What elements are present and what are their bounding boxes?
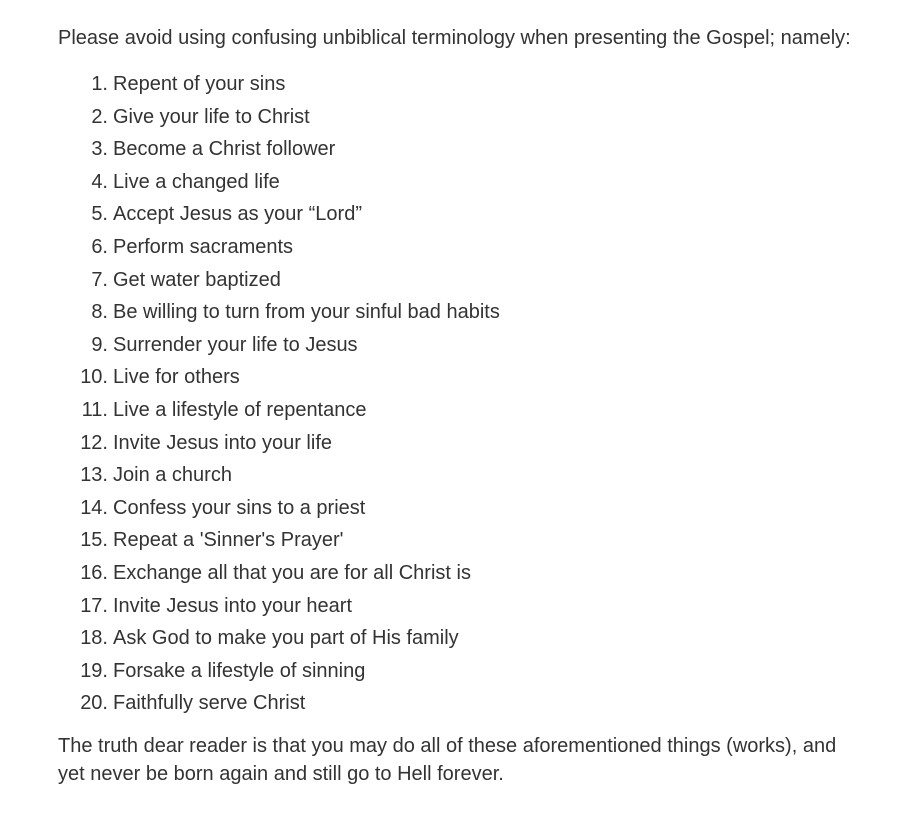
terminology-list: [58, 72, 860, 724]
list-item-text: Perform sacraments: [113, 235, 294, 258]
list-item: [58, 235, 860, 268]
list-item: [58, 105, 860, 138]
list-item: [58, 561, 860, 594]
intro-paragraph: Please avoid using confusing unbiblical terminology when presenting the Gospel; namely:: [58, 27, 851, 49]
list-item-number: 3.: [91, 138, 108, 161]
list-item: [58, 398, 860, 431]
list-item-text: Forsake a lifestyle of sinning: [113, 659, 366, 682]
list-item-text: Give your life to Christ: [113, 105, 310, 128]
list-item-number: 18.: [80, 627, 108, 650]
list-item-text: Repent of your sins: [113, 73, 286, 95]
list-item-text: Exchange all that you are for all Christ is: [113, 561, 471, 584]
list-item: [58, 268, 860, 301]
list-item: [58, 463, 860, 496]
list-item-text: Accept Jesus as your “Lord”: [113, 203, 362, 226]
list-item-number: 4.: [91, 170, 108, 193]
list-item-text: Invite Jesus into your heart: [113, 594, 353, 617]
list-item-number: 20.: [80, 692, 108, 715]
list-item-text: Ask God to make you part of His family: [113, 627, 459, 650]
list-item-number: 14.: [80, 496, 108, 519]
list-item-text: Join a church: [113, 464, 232, 487]
list-item-number: 7.: [91, 268, 108, 291]
list-item: [58, 333, 860, 366]
list-item-number: 8.: [91, 301, 108, 324]
list-item-text: Confess your sins to a priest: [113, 496, 366, 519]
list-item: [58, 528, 860, 561]
list-item: [58, 626, 860, 659]
list-item-text: Live for others: [113, 366, 240, 389]
list-item: [58, 594, 860, 627]
list-item-text: Get water baptized: [113, 268, 281, 291]
list-item-text: Faithfully serve Christ: [113, 692, 306, 715]
list-item: [58, 691, 860, 724]
list-item-text: Repeat a 'Sinner's Prayer': [113, 529, 344, 552]
list-item: [58, 202, 860, 235]
list-item-text: Live a changed life: [113, 170, 280, 193]
list-item-number: 9.: [91, 333, 108, 356]
list-item-number: 10.: [80, 366, 108, 389]
list-item-number: 17.: [80, 594, 108, 617]
list-item-number: 19.: [80, 659, 108, 682]
list-item-text: Become a Christ follower: [113, 138, 336, 161]
list-item-number: 11.: [81, 398, 108, 421]
list-item-text: Invite Jesus into your life: [113, 431, 332, 454]
list-item: [58, 72, 860, 105]
list-item: [58, 659, 860, 692]
closing-paragraph: The truth dear reader is that you may do all of these aforementioned things (works), and yet never be born again and still go to Hell forever.: [58, 734, 837, 785]
list-item-number: 2.: [91, 105, 108, 128]
list-item-number: 1.: [91, 73, 108, 95]
list-item: [58, 431, 860, 464]
list-item-text: Surrender your life to Jesus: [113, 333, 358, 356]
list-item: [58, 300, 860, 333]
list-item-number: 5.: [91, 203, 108, 226]
list-item-number: 16.: [80, 561, 108, 584]
list-item-number: 6.: [91, 235, 108, 258]
list-item-number: 13.: [80, 464, 108, 487]
list-item: [58, 496, 860, 529]
list-item: [58, 365, 860, 398]
list-item-number: 12.: [80, 431, 108, 454]
list-item-text: Live a lifestyle of repentance: [113, 398, 367, 421]
list-item: [58, 170, 860, 203]
list-item-number: 15.: [80, 529, 108, 552]
list-item-text: Be willing to turn from your sinful bad habits: [113, 301, 500, 324]
list-item: [58, 137, 860, 170]
